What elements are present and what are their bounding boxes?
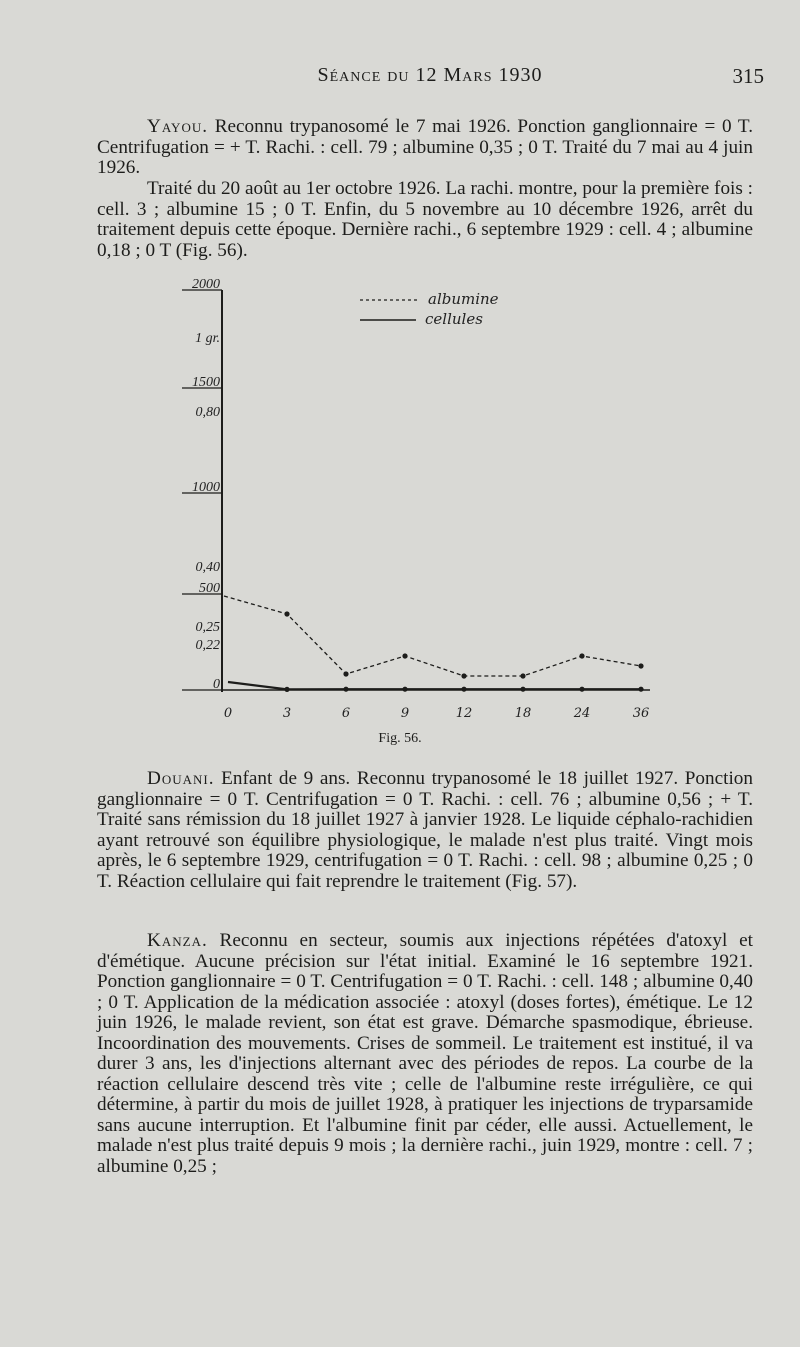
cellules-point (343, 687, 348, 692)
figure-caption: Fig. 56. (378, 731, 422, 746)
chart-axes (222, 290, 650, 692)
legend-label-albumine: albumine (428, 290, 499, 308)
legend-label-cellules: cellules (425, 310, 483, 328)
y-tick-label: 0,25 (195, 620, 220, 635)
albumine-point (461, 673, 466, 678)
albumine-point (402, 653, 407, 658)
figure-56-chart (160, 276, 670, 726)
cellules-line (228, 682, 641, 689)
albumine-point (343, 671, 348, 676)
albumine-point (520, 673, 525, 678)
x-tick-label: 9 (400, 706, 410, 721)
chart-series (224, 596, 644, 692)
patient-name-kanza: Kanza. (147, 930, 208, 951)
x-tick-label: 24 (573, 706, 591, 721)
albumine-point (638, 663, 643, 668)
x-tick-label: 36 (632, 706, 650, 721)
page-header (96, 64, 764, 94)
running-title: Séance du 12 Mars 1930 (317, 64, 543, 86)
y-tick-label: 2000 (192, 277, 220, 292)
cellules-point (579, 687, 584, 692)
albumine-point (284, 611, 289, 616)
x-tick-label: 18 (514, 706, 532, 721)
x-tick-label: 6 (341, 706, 351, 721)
patient-name-douani: Douani. (147, 768, 215, 789)
cellules-point (402, 687, 407, 692)
albumine-point (579, 653, 584, 658)
paragraph-douani-text: Enfant de 9 ans. Reconnu trypanosomé le 18 juillet 1927. Ponction ganglionnaire = 0 T. Centrifugation = 0 T. Rachi. : cell. 76 ; albumine 0,56 ; + T. Traité sans rémission du 18 juillet 1927 à janvier 1928. Le liquide céphalo-rachidien ayant retrouvé son équilibre physiologique, le malade n'est plus traité. Vingt mois après, le 6 septembre 1929, centrifugation = 0 T. Rachi. : cell. 98 ; albumine 0,25 ; 0 T. Réaction cellulaire qui fait reprendre le traitement (Fig. 57). (97, 768, 753, 892)
page-number: 315 (732, 64, 764, 88)
y-tick-label: 1 gr. (195, 331, 220, 346)
paragraph-yayou-1-text: Reconnu trypanosomé le 7 mai 1926. Ponction ganglionnaire = 0 T. Centrifugation = + T. Rachi. : cell. 79 ; albumine 0,35 ; 0 T. Traité du 7 mai au 4 juin 1926. (97, 116, 753, 178)
y-tick-label: 0,22 (195, 638, 220, 653)
cellules-point (638, 687, 643, 692)
paragraph-yayou-1 (97, 117, 753, 179)
y-tick-label: 0,80 (195, 405, 220, 420)
x-tick-label: 0 (223, 706, 233, 721)
y-tick-label: 500 (199, 581, 220, 596)
y-tick-label: 1000 (192, 480, 220, 495)
x-tick-label: 12 (455, 706, 473, 721)
chart-ticks (182, 277, 649, 721)
y-tick-label: 1500 (192, 375, 220, 390)
paragraph-kanza-text: Reconnu en secteur, soumis aux injections répétées d'atoxyl et d'émétique. Aucune précision sur l'état initial. Examiné le 16 septembre 1921. Ponction ganglionnaire = 0 T. Centrifugation = 0 T. Rachi. : cell. 148 ; albumine 0,40 ; 0 T. Application de la médication associée : atoxyl (doses fortes), émétique. Le 12 juin 1926, le malade revient, son état est grave. Démarche spasmodique, ébrieuse. Incoordination des mouvements. Crises de sommeil. Le traitement est institué, il va durer 3 ans, les d'injections alternant avec des périodes de repos. La courbe de la réaction cellulaire descend très vite ; celle de l'albumine reste irrégulière, ce qui détermine, à partir du mois de juillet 1928, à pratiquer les injections de tryparsamide sans aucune interruption. Et l'albumine finit par céder, elle aussi. Actuellement, le malade n'est plus traité depuis 9 mois ; la dernière rachi., juin 1929, montre : cell. 7 ; albumine 0,25 ; (97, 930, 753, 1177)
albumine-line (224, 596, 641, 676)
paragraph-douani (97, 769, 753, 892)
cellules-point (284, 687, 289, 692)
paragraph-yayou-2: Traité du 20 août au 1er octobre 1926. La rachi. montre, pour la première fois : cell. 3 ; albumine 15 ; 0 T. Enfin, du 5 novembre au 10 décembre 1926, arrêt du traitement depuis cette époque. Dernière rachi., 6 septembre 1929 : cell. 4 ; albumine 0,18 ; 0 T (Fig. 56). (97, 178, 753, 261)
cellules-point (520, 687, 525, 692)
chart-legend (360, 290, 499, 328)
paragraph-kanza (97, 931, 753, 1177)
cellules-point (461, 687, 466, 692)
x-tick-label: 3 (282, 706, 292, 721)
y-tick-label: 0 (213, 677, 220, 692)
patient-name-yayou: Yayou. (147, 116, 209, 137)
y-tick-label: 0,40 (195, 560, 220, 575)
